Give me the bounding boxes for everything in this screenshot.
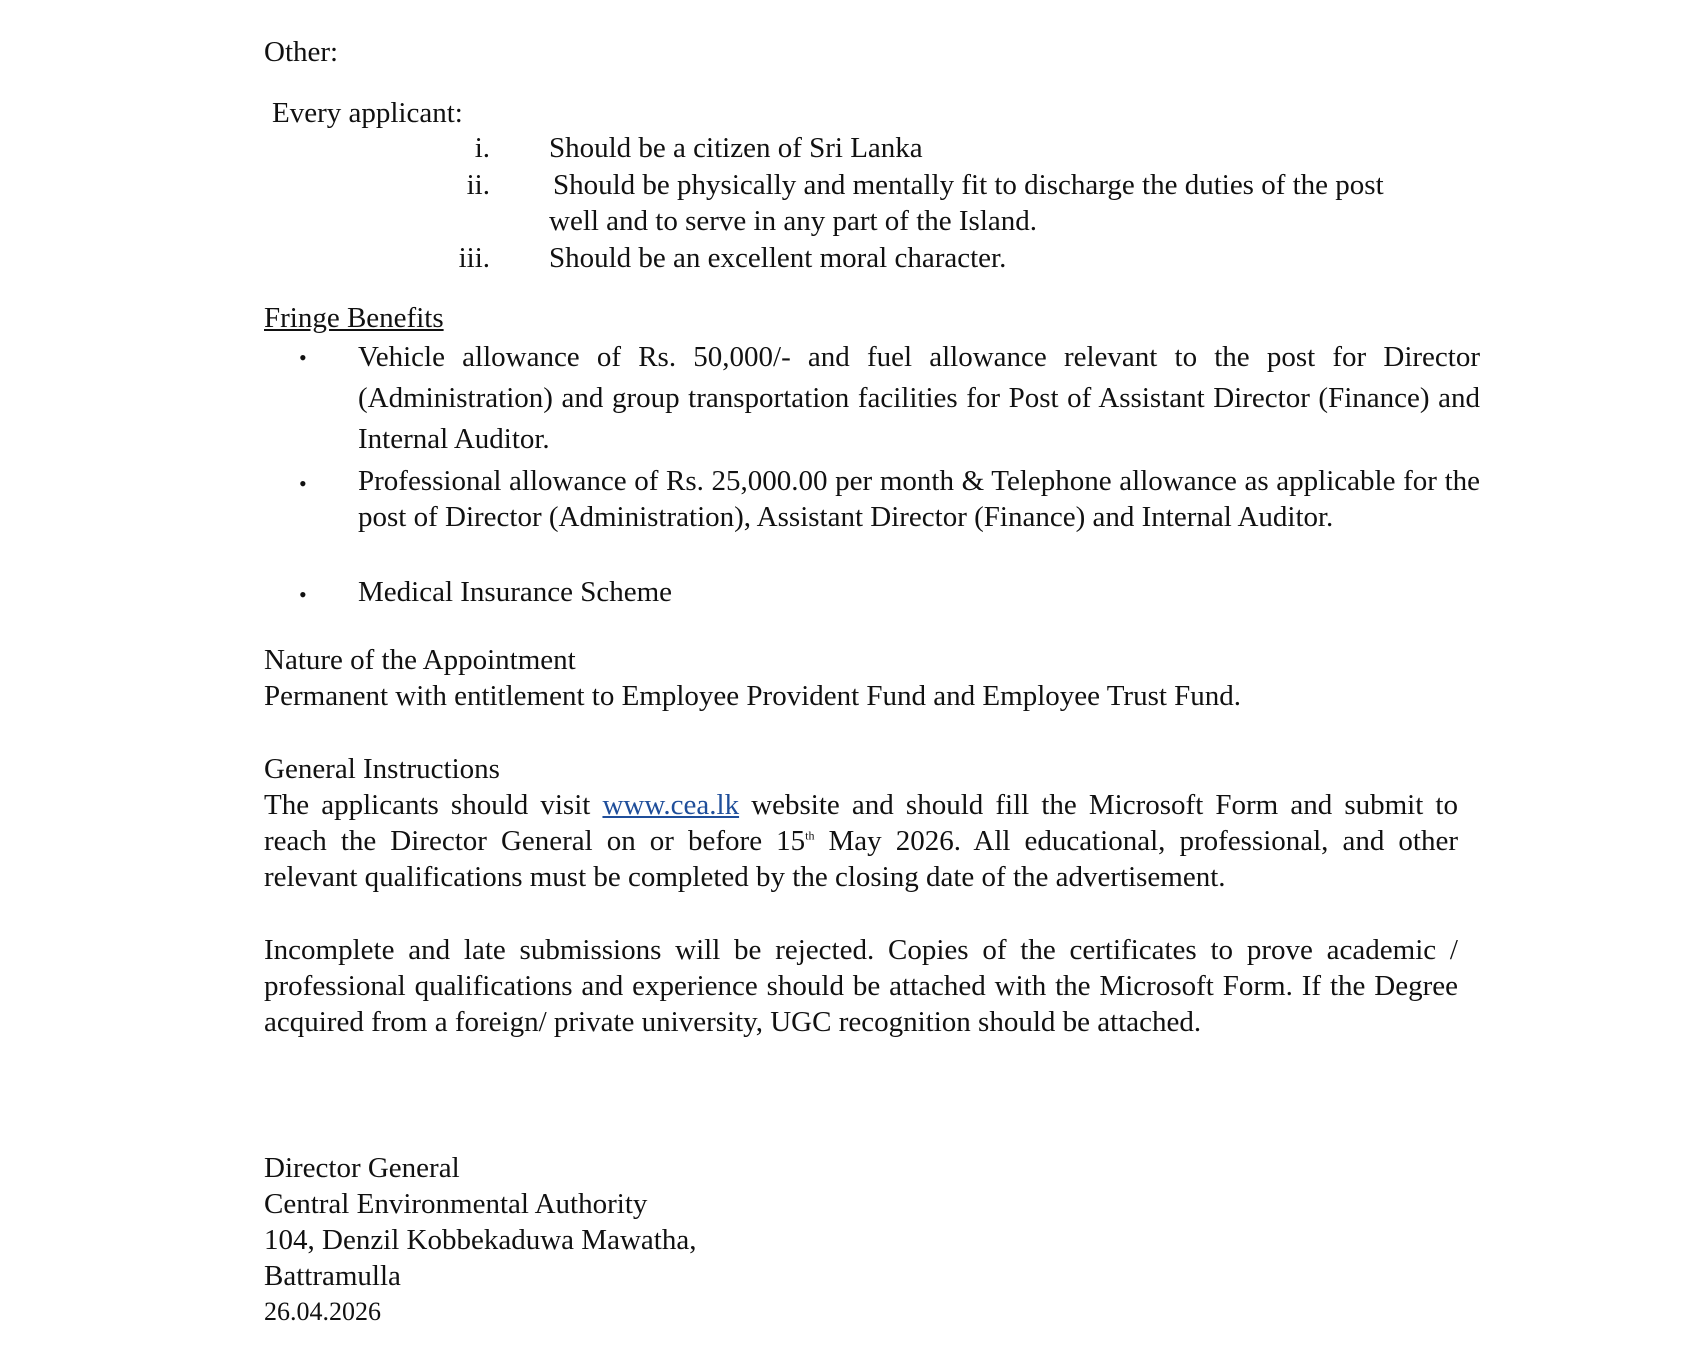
general-instructions-heading: General Instructions	[264, 753, 500, 785]
fringe-item: Vehicle allowance of Rs. 50,000/- and fuel allowance relevant to the post for Director (Administration) and group transportation facilities for Post of Assistant Director (Finance) and Internal Auditor.	[358, 341, 1480, 455]
nature-text: Permanent with entitlement to Employee Provident Fund and Employee Trust Fund.	[264, 680, 1242, 712]
superscript: th	[805, 828, 815, 843]
list-item: Should be physically and mentally fit to discharge the duties of the post	[553, 169, 1384, 201]
submission-paragraph: Incomplete and late submissions will be rejected. Copies of the certificates to prove academic / professional qualifications and experience should be attached with the Microsoft Form. If the Degree acquired from a foreign/ private university, UGC recognition should be attached.	[264, 934, 1458, 1038]
signature-address-line-2: Battramulla	[264, 1260, 401, 1292]
cea-website-link[interactable]: www.cea.lk	[602, 789, 740, 821]
bullet-icon: •	[299, 582, 307, 607]
signature-date: 26.04.2026	[264, 1297, 381, 1326]
fringe-benefits-heading: Fringe Benefits	[264, 302, 444, 334]
list-item: Should be a citizen of Sri Lanka	[549, 132, 923, 164]
list-number: ii.	[466, 169, 490, 201]
list-number: iii.	[458, 242, 490, 274]
applicant-intro: Every applicant:	[272, 97, 463, 129]
list-item: Should be an excellent moral character.	[549, 242, 1007, 274]
bullet-icon: •	[299, 471, 307, 496]
general-instructions-paragraph	[264, 787, 1458, 895]
list-number: i.	[474, 132, 490, 164]
paragraph-text: The applicants should visit	[264, 789, 603, 821]
fringe-item: Professional allowance of Rs. 25,000.00 per month & Telephone allowance as applicable for the post of Director (Administration), Assistant Director (Finance) and Internal Auditor.	[358, 465, 1480, 533]
nature-heading: Nature of the Appointment	[264, 644, 576, 676]
signature-title: Director General	[264, 1152, 460, 1184]
signature-organization: Central Environmental Authority	[264, 1188, 648, 1220]
paragraph-text: May 2026. All educational, professional, and other relevant qualifications must be completed by the closing date of the advertisement.	[264, 825, 1458, 893]
bullet-icon: •	[299, 345, 307, 370]
signature-address-line-1: 104, Denzil Kobbekaduwa Mawatha,	[264, 1224, 697, 1256]
fringe-item: Medical Insurance Scheme	[358, 576, 673, 608]
list-item-continuation: well and to serve in any part of the Island.	[549, 205, 1038, 237]
paragraph-text: website and should fill the Microsoft Form and submit to reach the Director General on or before 15	[264, 789, 1458, 857]
other-heading: Other:	[264, 36, 339, 68]
